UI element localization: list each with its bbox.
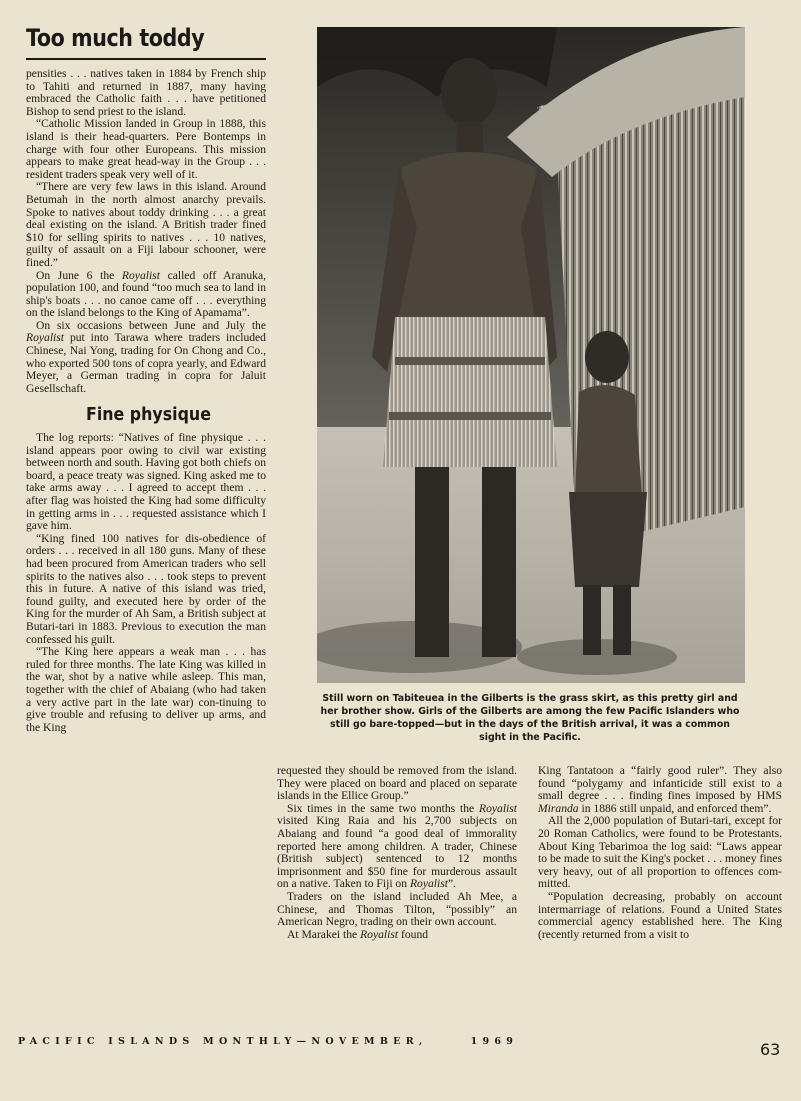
footer-dash: — (296, 1036, 312, 1047)
paragraph (26, 270, 266, 320)
article-heading: Too much toddy (26, 24, 205, 52)
ship-name: Royalist (479, 801, 517, 815)
paragraph: “Population decreasing, probably on account intermarriage of relations. Found a United States commercial agency established here. The King (recently returned from a visit to (538, 889, 782, 941)
paragraph: “King fined 100 natives for dis-obedience of orders . . . received in all 180 guns. Many of these had been procured from American traders who sell spirits to the natives also . . . took steps to prevent this in future. A native of this island was tried, found guilty, and executed here by order of the King for the murder of Ah Sam, a British subject at Butari-tari in 1883. Previous to execution the man confessed his guilt. (26, 531, 266, 646)
heading-rule (26, 58, 266, 60)
photo-illustration (317, 27, 745, 683)
text-run: found (401, 927, 429, 941)
text-run: in 1886 still unpaid, and enforced them”. (581, 801, 772, 815)
publication-name: PACIFIC ISLANDS MONTHLY (18, 1036, 297, 1047)
text-run: At Marakei the (287, 927, 358, 941)
paragraph: requested they should be removed from the island. They were placed on board and placed on separate islands in the Ellice Group.” (277, 764, 517, 803)
ship-name: Royalist (121, 268, 160, 282)
page-number: 63 (760, 1040, 781, 1059)
paragraph: All the 2,000 population of Butari-tari, except for 20 Roman Catholics, were found to be Protestants. About King Tebarimoa the log said: “Laws appear to be made to suit the King's pocket . . . money fines very heavy, out of all proportion to offences com-mitted. (538, 814, 782, 891)
text-column-1 (26, 68, 266, 734)
subheading: Fine physique (86, 404, 211, 426)
text-run: called off Aranuka, population 100, and found “too much sea to land in ship's boats . . . no canoe came off . . . everything on the island belongs to the King of Apamama”. (26, 268, 266, 320)
paragraph: “The King here appears a weak man . . . has ruled for three months. The late King was killed in the war, shot by a native while asleep. This man, together with the chief of Abaiang (who had taken a very active part in the late war) con-tinuing to give trouble and refusing to deliver up arms, and the King (26, 645, 266, 734)
text-run: ”. (447, 877, 456, 891)
paragraph (277, 803, 517, 891)
photo-caption: Still worn on Tabiteuea in the Gilberts is the grass skirt, as this pretty girl and her brother show. Girls of the Gilberts are among the few Pacific Islanders who still go bare-topped—but in the days of the British arrival, it was a common sight in the Pacific. (320, 693, 740, 743)
issue-month: NOVEMBER, (311, 1036, 428, 1047)
text-column-3 (538, 765, 782, 941)
ship-name: Royalist (26, 331, 64, 345)
text-run: Six times in the same two months the (287, 801, 475, 815)
text-run: put into Tarawa where traders included Chinese, Nai Yong, trading for On Chong and Co., who exported 500 tons of copra yearly, and Edward Meyer, a German trading in copra for Jaluit Gesellschaft. (26, 331, 266, 395)
text-run: On six occasions between June and July the (36, 318, 266, 332)
text-run: On June 6 the (36, 268, 115, 282)
paragraph (277, 929, 517, 942)
ship-name: Royalist (360, 927, 399, 941)
paragraph: “There are very few laws in this island. Around Betumah in the north almost anarchy prevails. Spoke to natives about toddy drinking . . . a great deal existing on the island. A British trader fined $10 for selling spirits to natives . . . 10 natives, guilty of assault on a Fiji labour schooner, were fined.” (26, 180, 266, 269)
ship-name: Royalist (409, 877, 448, 891)
text-column-2 (277, 765, 517, 941)
ship-name: Miranda (538, 801, 579, 815)
page-footer (18, 1036, 658, 1047)
issue-year: 1969 (470, 1036, 519, 1047)
photo-islander-children (317, 27, 745, 683)
text-run: King Tantatoon a “fairly good ruler”. They also found “polygamy and infanticide still exist to a small degree . . . finding fines imposed by HMS (538, 764, 782, 803)
paragraph: Traders on the island included Ah Mee, a Chinese, and Thomas Tilton, “possibly” an American Negro, trading on their own account. (277, 889, 517, 929)
paragraph: The log reports: “Natives of fine physique . . . island appears poor owing to civil war existing between north and south. Having got both chiefs on board, a peace treaty was signed. King asked me to take arms away . . . I agreed to accept them . . . after flag was hoisted the King had some difficulty in getting arms in . . . requested assistance which I gave him. (26, 431, 266, 533)
paragraph: “Catholic Mission landed in Group in 1888, this island is their head-quarters. Pere Bontemps in charge with four other Europeans. This mission appears to make great head-way in the Group . . . resident traders speak very well of it. (26, 117, 266, 181)
text-run: visited King Raia and his 2,700 subjects on Abaiang and found “a good deal of immorality reported here among children. A trader, Chinese (British subject) sentenced to 12 months imprisonment and $50 fine for murderous assault on a native. Taken to Fiji on (277, 814, 517, 891)
paragraph (26, 320, 266, 396)
paragraph (538, 765, 782, 815)
paragraph: pensities . . . natives taken in 1884 by French ship to Tahiti and returned in 1887, many having embraced the Catholic faith . . . have petitioned Bishop to send priest to the island. (26, 67, 266, 118)
